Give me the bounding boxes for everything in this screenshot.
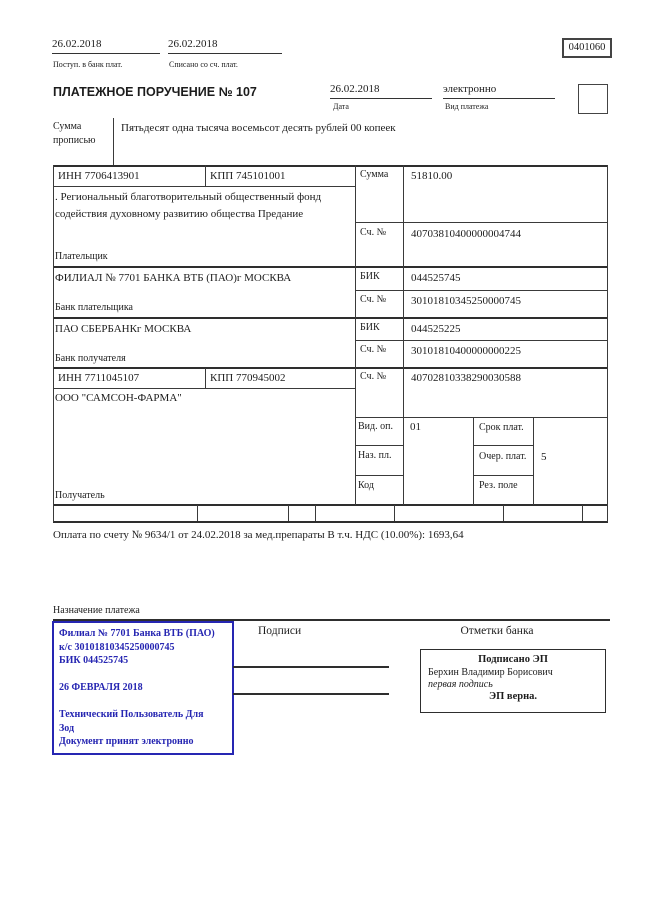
table-line — [205, 368, 206, 388]
table-line — [53, 504, 608, 506]
stamp-line — [59, 695, 227, 709]
table-line — [53, 165, 608, 167]
signature-kind: первая подпись — [428, 679, 493, 690]
payment-type-label: Вид платежа — [445, 102, 489, 111]
stamp-line: к/с 30101810345250000745 — [59, 641, 175, 653]
payment-purpose-label: Назначение платежа — [53, 605, 140, 616]
purpose-code-label: Наз. пл. — [358, 450, 392, 461]
table-line — [315, 505, 316, 521]
table-line — [394, 505, 395, 521]
table-line — [197, 505, 198, 521]
code-label: Код — [358, 480, 374, 491]
amount-in-words: Пятьдесят одна тысяча восемьсот десять рублей 00 копеек — [121, 122, 396, 134]
payee-bank-bik-value: 044525225 — [411, 323, 461, 335]
payer-bank-bik-value: 044525745 — [411, 272, 461, 284]
electronic-signature-box — [420, 649, 606, 713]
table-line — [53, 388, 355, 389]
table-line — [582, 505, 583, 521]
payee-kpp: КПП 770945002 — [210, 372, 286, 384]
table-line — [53, 317, 608, 319]
table-line — [355, 417, 608, 418]
table-line — [53, 367, 608, 369]
bank-marks-label: Отметки банка — [460, 625, 534, 637]
table-line — [53, 165, 54, 522]
payment-type-field: электронно — [443, 83, 555, 99]
signature-line — [233, 693, 389, 695]
payer-kpp: КПП 745101001 — [210, 170, 286, 182]
payee-bank-name: ПАО СБЕРБАНКг МОСКВА — [55, 323, 192, 335]
document-title: ПЛАТЕЖНОЕ ПОРУЧЕНИЕ № 107 — [53, 85, 257, 99]
payer-name: . Региональный благотворительный общественный фонд содействия духовному развитию общества Предание — [55, 191, 322, 220]
table-line — [355, 475, 403, 476]
payment-purpose-text: Оплата по счету № 9634/1 от 24.02.2018 за мед.препараты В т.ч. НДС (10.00%): 1693,64 — [53, 529, 464, 541]
table-line — [53, 186, 355, 187]
reserve-field-label: Рез. поле — [479, 480, 518, 491]
payee-name: ООО "САМСОН-ФАРМА" — [55, 392, 182, 404]
table-line — [355, 445, 403, 446]
payee-account-value: 40702810338290030588 — [411, 372, 521, 384]
order-label: Очер. плат. — [479, 451, 527, 462]
payee-account-label: Сч. № — [360, 371, 387, 382]
operation-type-value: 01 — [410, 421, 421, 433]
signature-box-title: Подписано ЭП — [478, 654, 548, 665]
table-line — [503, 505, 504, 521]
signature-status: ЭП верна. — [488, 691, 537, 702]
payer-bank-account-label: Сч. № — [360, 294, 387, 305]
signatures-label: Подписи — [258, 625, 302, 637]
payee-label: Получатель — [55, 490, 105, 501]
payer-bank-label: Банк плательщика — [55, 302, 133, 313]
received-in-bank-label: Поступ. в банк плат. — [53, 60, 123, 69]
payer-account-value: 40703810400000004744 — [411, 228, 521, 240]
table-line — [473, 417, 474, 505]
payee-inn: ИНН 7711045107 — [58, 372, 140, 384]
payer-bank-account-value: 30101810345250000745 — [411, 295, 521, 307]
payer-bank-bik-label: БИК — [360, 271, 380, 282]
table-line — [355, 222, 608, 223]
payee-bank-account-label: Сч. № — [360, 344, 387, 355]
payee-bank-bik-label: БИК — [360, 322, 380, 333]
signature-line — [233, 666, 389, 668]
table-line — [288, 505, 289, 521]
amount-words-label-line1: Сумма — [53, 121, 82, 132]
payer-inn: ИНН 7706413901 — [58, 170, 140, 182]
form-code-box: 0401060 — [562, 38, 612, 58]
stamp-line: 26 ФЕВРАЛЯ 2018 — [59, 682, 143, 693]
table-line — [355, 290, 608, 291]
date-label: Дата — [333, 102, 349, 111]
due-date-label: Срок плат. — [479, 422, 524, 433]
table-line — [355, 165, 356, 505]
sum-value: 51810.00 — [411, 170, 453, 182]
stamp-line — [59, 668, 227, 682]
signatory-name: Берхин Владимир Борисович — [428, 667, 553, 678]
stamp-line: БИК 044525745 — [59, 655, 129, 666]
divider-line — [113, 118, 114, 165]
table-line — [205, 165, 206, 186]
stamp-line: Зод — [59, 722, 75, 734]
amount-words-label-line2: прописью — [53, 135, 96, 146]
table-line — [403, 165, 404, 505]
stamp-line: Документ принят электронно — [59, 736, 194, 747]
payer-label: Плательщик — [55, 251, 108, 262]
order-value: 5 — [541, 451, 547, 463]
payee-bank-label: Банк получателя — [55, 353, 126, 364]
payee-bank-account-value: 30101810400000000225 — [411, 345, 521, 357]
table-line — [607, 165, 608, 522]
table-line — [473, 475, 533, 476]
table-line — [53, 521, 608, 523]
payer-account-label: Сч. № — [360, 227, 387, 238]
received-in-bank-date: 26.02.2018 — [52, 38, 160, 54]
payer-bank-name: ФИЛИАЛ № 7701 БАНКА ВТБ (ПАО)г МОСКВА — [55, 272, 292, 284]
stamp-line: Филиал № 7701 Банка ВТБ (ПАО) — [59, 628, 215, 639]
bank-electronic-stamp — [52, 621, 234, 755]
debited-from-account-label: Списано со сч. плат. — [169, 60, 238, 69]
operation-type-label: Вид. оп. — [358, 421, 393, 432]
table-line — [473, 445, 533, 446]
table-line — [53, 266, 608, 268]
table-line — [355, 340, 608, 341]
sum-label: Сумма — [360, 169, 389, 180]
table-line — [533, 417, 534, 505]
status-square-box — [578, 84, 608, 114]
document-date-field: 26.02.2018 — [330, 83, 432, 99]
debited-from-account-date: 26.02.2018 — [168, 38, 282, 54]
stamp-line: Технический Пользователь Для — [59, 709, 204, 720]
